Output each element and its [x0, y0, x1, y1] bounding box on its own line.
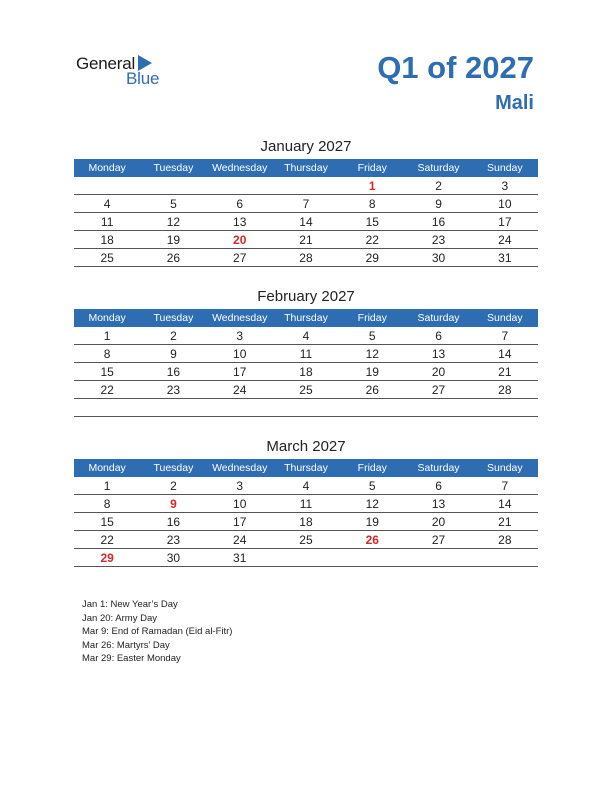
weekday-header-row [74, 159, 538, 177]
logo-general-text: General [76, 54, 136, 73]
day-cell: 23 [166, 382, 181, 397]
weekday-label: Tuesday [153, 162, 194, 174]
day-cell: 10 [498, 196, 512, 211]
day-cell: 11 [299, 346, 313, 361]
day-cell: 12 [365, 346, 379, 361]
day-cell: 18 [299, 364, 313, 379]
day-cell: 9 [170, 346, 177, 361]
weekday-header-row [74, 309, 538, 327]
weekday-label: Friday [357, 162, 387, 174]
holiday-day-cell: 1 [368, 178, 376, 193]
holiday-item: Mar 26: Martyrs’ Day [82, 639, 170, 651]
holiday-item: Jan 1: New Year’s Day [82, 599, 178, 610]
day-cell: 30 [166, 550, 181, 565]
week-row [74, 327, 538, 345]
day-cell: 24 [233, 532, 247, 547]
day-cell: 23 [431, 232, 446, 247]
day-cell: 12 [365, 496, 379, 511]
day-cell: 7 [302, 196, 310, 211]
day-cell: 3 [236, 328, 244, 343]
day-cell: 12 [166, 214, 181, 229]
day-cell: 31 [233, 550, 247, 565]
day-cell: 6 [236, 196, 244, 211]
day-cell: 22 [100, 532, 114, 547]
day-cell: 25 [299, 532, 313, 547]
country-name: Mali [495, 92, 534, 114]
weekday-label: Saturday [417, 162, 460, 174]
day-cell: 2 [170, 478, 177, 493]
week-row [74, 477, 538, 495]
day-cell: 8 [368, 196, 376, 211]
day-cell: 23 [166, 532, 181, 547]
day-cell: 6 [435, 328, 442, 343]
day-cell: 30 [431, 250, 446, 265]
day-cell: 17 [498, 214, 512, 229]
weekday-label: Thursday [284, 162, 328, 174]
holiday-item: Jan 20: Army Day [82, 612, 157, 624]
weekday-label: Wednesday [212, 462, 268, 474]
week-row [74, 549, 538, 567]
weekday-label: Sunday [487, 162, 523, 174]
day-cell: 15 [365, 214, 379, 229]
weekday-header-row [74, 459, 538, 477]
weekday-label: Sunday [487, 312, 523, 324]
holiday-item: Mar 29: Easter Monday [82, 653, 181, 664]
day-cell: 26 [365, 382, 379, 397]
day-cell: 13 [431, 496, 446, 511]
week-row [74, 249, 538, 267]
day-cell: 17 [233, 364, 247, 379]
day-cell: 13 [233, 214, 247, 229]
week-row [74, 345, 538, 363]
day-cell: 2 [435, 178, 442, 193]
week-row [74, 381, 538, 399]
day-cell: 15 [100, 514, 114, 529]
weekday-label: Monday [88, 462, 126, 474]
day-cell: 6 [435, 478, 442, 493]
week-row [74, 495, 538, 513]
day-cell: 13 [431, 346, 446, 361]
day-cell: 4 [103, 196, 111, 211]
day-cell: 21 [299, 232, 313, 247]
day-cell: 31 [498, 250, 512, 265]
day-cell: 11 [299, 496, 313, 511]
week-row [74, 195, 538, 213]
weekday-label: Tuesday [153, 312, 194, 324]
weekday-label: Saturday [417, 462, 460, 474]
holiday-day-cell: 26 [365, 532, 379, 547]
page-title: Q1 of 2027 [377, 50, 534, 85]
day-cell: 26 [166, 250, 181, 265]
day-cell: 10 [233, 496, 247, 511]
week-row [74, 213, 538, 231]
day-cell: 11 [100, 214, 114, 229]
weekday-label: Wednesday [212, 162, 268, 174]
week-row [74, 177, 538, 195]
day-cell: 24 [233, 382, 247, 397]
day-cell: 19 [166, 232, 181, 247]
day-cell: 27 [233, 250, 247, 265]
day-cell: 5 [368, 328, 376, 343]
day-cell: 14 [299, 214, 313, 229]
day-cell: 14 [498, 496, 512, 511]
weekday-label: Tuesday [153, 462, 194, 474]
day-cell: 27 [431, 382, 446, 397]
day-cell: 1 [103, 328, 111, 343]
day-cell: 9 [435, 196, 442, 211]
day-cell: 3 [501, 178, 509, 193]
weekday-label: Sunday [487, 462, 523, 474]
day-cell: 2 [170, 328, 177, 343]
day-cell: 5 [170, 196, 177, 211]
week-row [74, 513, 538, 531]
holiday-day-cell: 29 [100, 550, 114, 565]
holiday-list [82, 598, 232, 666]
day-cell: 28 [498, 532, 512, 547]
day-cell: 3 [236, 478, 244, 493]
month-title: February 2027 [257, 288, 355, 305]
weekday-label: Monday [88, 162, 126, 174]
day-cell: 27 [431, 532, 446, 547]
month-february [74, 287, 538, 417]
day-cell: 7 [501, 478, 509, 493]
weekday-label: Wednesday [212, 312, 268, 324]
weekday-label: Saturday [417, 312, 460, 324]
weekday-label: Thursday [284, 462, 328, 474]
day-cell: 20 [431, 514, 446, 529]
week-row [74, 531, 538, 549]
day-cell: 19 [365, 514, 379, 529]
day-cell: 21 [498, 514, 512, 529]
day-cell: 22 [100, 382, 114, 397]
week-row [74, 363, 538, 381]
day-cell: 8 [103, 496, 111, 511]
logo-blue-text: Blue [126, 69, 160, 88]
holiday-day-cell: 20 [233, 232, 247, 247]
day-cell: 16 [166, 364, 181, 379]
day-cell: 7 [501, 328, 509, 343]
week-row [74, 231, 538, 249]
weekday-label: Friday [357, 312, 387, 324]
day-cell: 16 [166, 514, 181, 529]
weekday-label: Friday [357, 462, 387, 474]
day-cell: 29 [365, 250, 379, 265]
day-cell: 18 [299, 514, 313, 529]
month-title: March 2027 [266, 438, 346, 455]
day-cell: 18 [100, 232, 114, 247]
day-cell: 20 [431, 364, 446, 379]
week-row [74, 399, 538, 417]
holiday-item: Mar 9: End of Ramadan (Eid al-Fitr) [82, 626, 233, 637]
day-cell: 8 [103, 346, 111, 361]
day-cell: 16 [431, 214, 446, 229]
day-cell: 15 [100, 364, 114, 379]
day-cell: 28 [299, 250, 313, 265]
day-cell: 17 [233, 514, 247, 529]
holiday-day-cell: 9 [170, 496, 177, 511]
day-cell: 19 [365, 364, 379, 379]
day-cell: 22 [365, 232, 379, 247]
day-cell: 21 [498, 364, 512, 379]
day-cell: 4 [302, 328, 310, 343]
day-cell: 25 [100, 250, 114, 265]
day-cell: 28 [498, 382, 512, 397]
month-title: January 2027 [260, 138, 352, 155]
day-cell: 5 [368, 478, 376, 493]
weekday-label: Monday [88, 312, 126, 324]
month-march [74, 437, 538, 567]
day-cell: 14 [498, 346, 512, 361]
day-cell: 25 [299, 382, 313, 397]
weekday-label: Thursday [284, 312, 328, 324]
logo [76, 52, 176, 92]
day-cell: 4 [302, 478, 310, 493]
day-cell: 10 [233, 346, 247, 361]
day-cell: 1 [103, 478, 111, 493]
day-cell: 24 [498, 232, 512, 247]
month-january [74, 137, 538, 267]
